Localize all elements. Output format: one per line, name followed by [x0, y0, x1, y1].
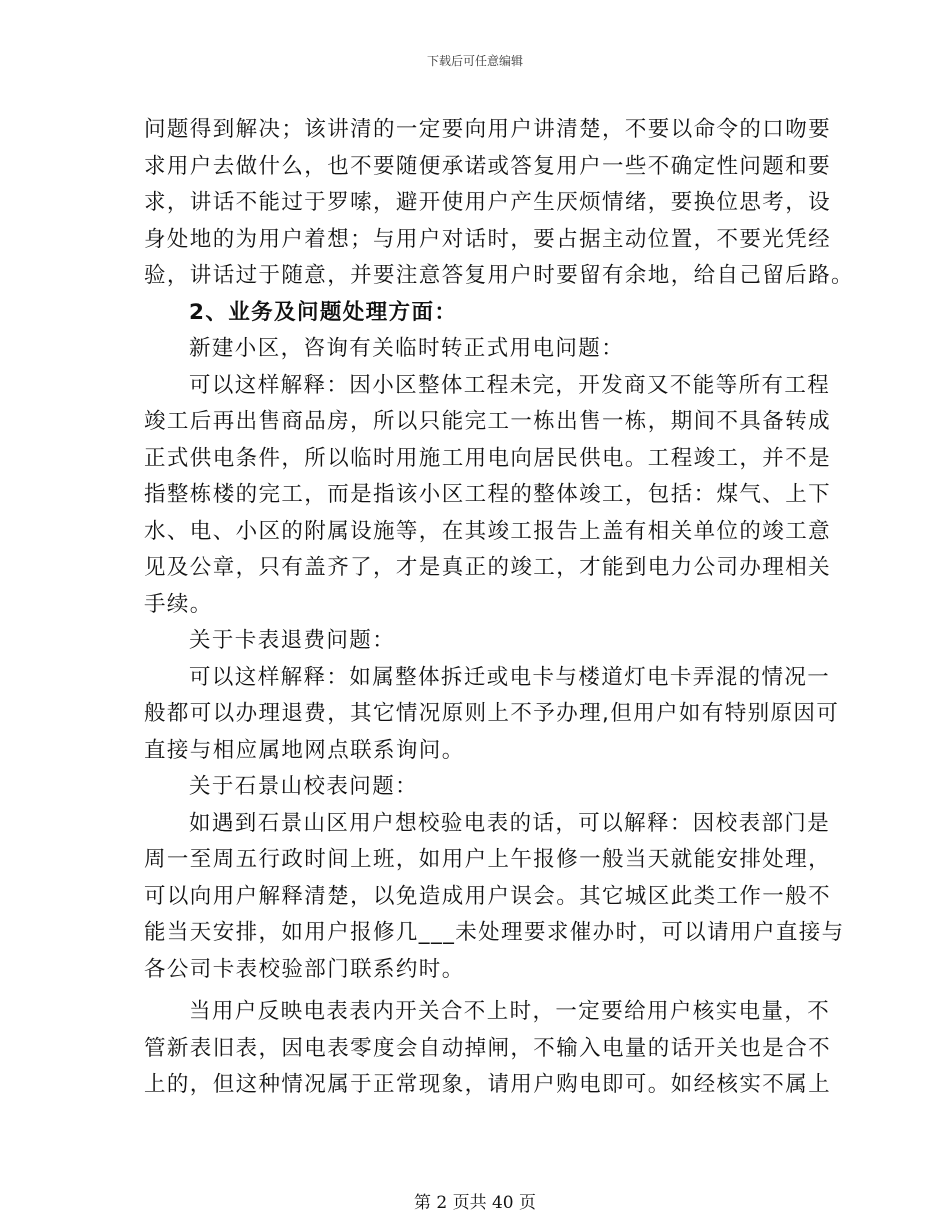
body-line: 般都可以办理退费，其它情况原则上不予办理,但用户如有特别原因可: [144, 701, 840, 726]
body-line: 竣工后再出售商品房，所以只能完工一栋出售一栋，期间不具备转成: [144, 409, 832, 434]
body-line: 能当天安排，如用户报修几___未处理要求催办时，可以请用户直接与: [144, 920, 845, 945]
body-line: 直接与相应属地网点联系询问。: [144, 737, 465, 763]
body-line: 当用户反映电表表内开关合不上时，一定要给用户核实电量，不: [189, 999, 831, 1024]
body-line: 问题得到解决；该讲清的一定要向用户讲清楚，不要以命令的口吻要: [144, 117, 832, 142]
body-line: 验，讲话过于随意，并要注意答复用户时要留有余地，给自己留后路。: [144, 263, 854, 288]
body-line: 周一至周五行政时间上班，如用户上午报修一般当天就能安排处理，: [144, 847, 832, 872]
subheading-card-meter-refund: 关于卡表退费问题：: [189, 628, 396, 653]
body-line: 求用户去做什么，也不要随便承诺或答复用户一些不确定性问题和要: [144, 153, 832, 179]
subheading-new-community: 新建小区，咨询有关临时转正式用电问题：: [189, 336, 625, 361]
document-body: [144, 112, 854, 1104]
body-line: 手续。: [144, 591, 213, 617]
body-line: 水、电、小区的附属设施等，在其竣工报告上盖有相关单位的竣工意: [144, 518, 832, 544]
page-header: 下载后可任意编辑: [426, 54, 523, 68]
body-line: 可以这样解释：因小区整体工程未完，开发商又不能等所有工程: [189, 372, 831, 398]
body-line: 可以这样解释：如属整体拆迁或电卡与楼道灯电卡弄混的情况一: [189, 664, 831, 690]
body-line: 身处地的为用户着想；与用户对话时，要占据主动位置，不要光凭经: [144, 226, 832, 252]
body-line: 各公司卡表校验部门联系约时。: [144, 956, 465, 982]
body-line: 见及公章，只有盖齐了，才是真正的竣工，才能到电力公司办理相关: [144, 555, 832, 580]
body-line: 如遇到石景山区用户想校验电表的话，可以解释：因校表部门是: [189, 810, 831, 836]
subheading-shijingshan-meter: 关于石景山校表问题：: [189, 774, 419, 799]
body-line: 管新表旧表，因电表零度会自动掉闸，不输入电量的话开关也是合不: [144, 1035, 832, 1061]
page-footer: 第 2 页共 40 页: [413, 1193, 537, 1213]
body-line: 可以向用户解释清楚，以免造成用户误会。其它城区此类工作一般不: [144, 883, 832, 909]
body-line: 正式供电条件，所以临时用施工用电向居民供电。工程竣工，并不是: [144, 445, 832, 471]
body-line: 求，讲话不能过于罗嗦，避开使用户产生厌烦情绪，要换位思考，设: [144, 190, 832, 215]
body-line: 指整栋楼的完工，而是指该小区工程的整体竣工，包括：煤气、上下: [144, 482, 832, 507]
section-heading: 2、业务及问题处理方面：: [189, 299, 458, 325]
body-line: 上的，但这种情况属于正常现象，请用户购电即可。如经核实不属上: [144, 1072, 832, 1097]
